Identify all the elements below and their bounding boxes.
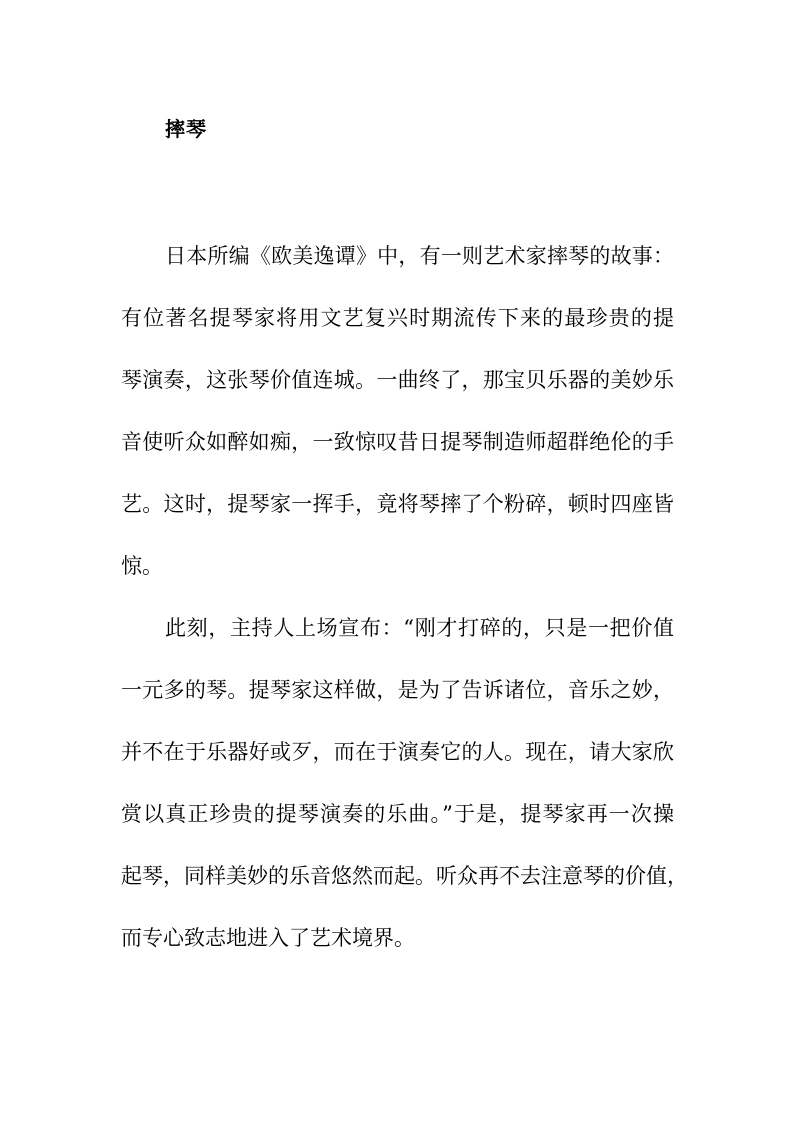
paragraph-1-line-4: 音使听众如醉如痴，一致惊叹昔日提琴制造师超群绝伦的手 (121, 430, 674, 454)
paragraph-2-line-4: 赏以真正珍贵的提琴演奏的乐曲。”于是，提琴家再一次操 (121, 802, 674, 826)
paragraph-1-line-2: 有位著名提琴家将用文艺复兴时期流传下来的最珍贵的提 (121, 306, 674, 330)
paragraph-2-line-3: 并不在于乐器好或歹，而在于演奏它的人。现在，请大家欣 (121, 740, 674, 764)
paragraph-2-line-6: 而专心致志地进入了艺术境界。 (121, 926, 415, 950)
paragraph-1-line-3: 琴演奏，这张琴价值连城。一曲终了，那宝贝乐器的美妙乐 (121, 368, 674, 392)
paragraph-2-line-1: 此刻，主持人上场宣布：“刚才打碎的，只是一把价值 (165, 616, 674, 640)
document-title: 摔琴 (165, 117, 207, 141)
paragraph-1-line-6: 惊。 (121, 554, 163, 578)
paragraph-1-line-5: 艺。这时，提琴家一挥手，竟将琴摔了个粉碎，顿时四座皆 (121, 492, 674, 516)
paragraph-2-line-5: 起琴，同样美妙的乐音悠然而起。听众再不去注意琴的价值， (121, 864, 688, 888)
paragraph-1-line-1: 日本所编《欧美逸谭》中，有一则艺术家摔琴的故事： (165, 244, 674, 268)
paragraph-2-line-2: 一元多的琴。提琴家这样做，是为了告诉诸位，音乐之妙， (121, 678, 674, 702)
